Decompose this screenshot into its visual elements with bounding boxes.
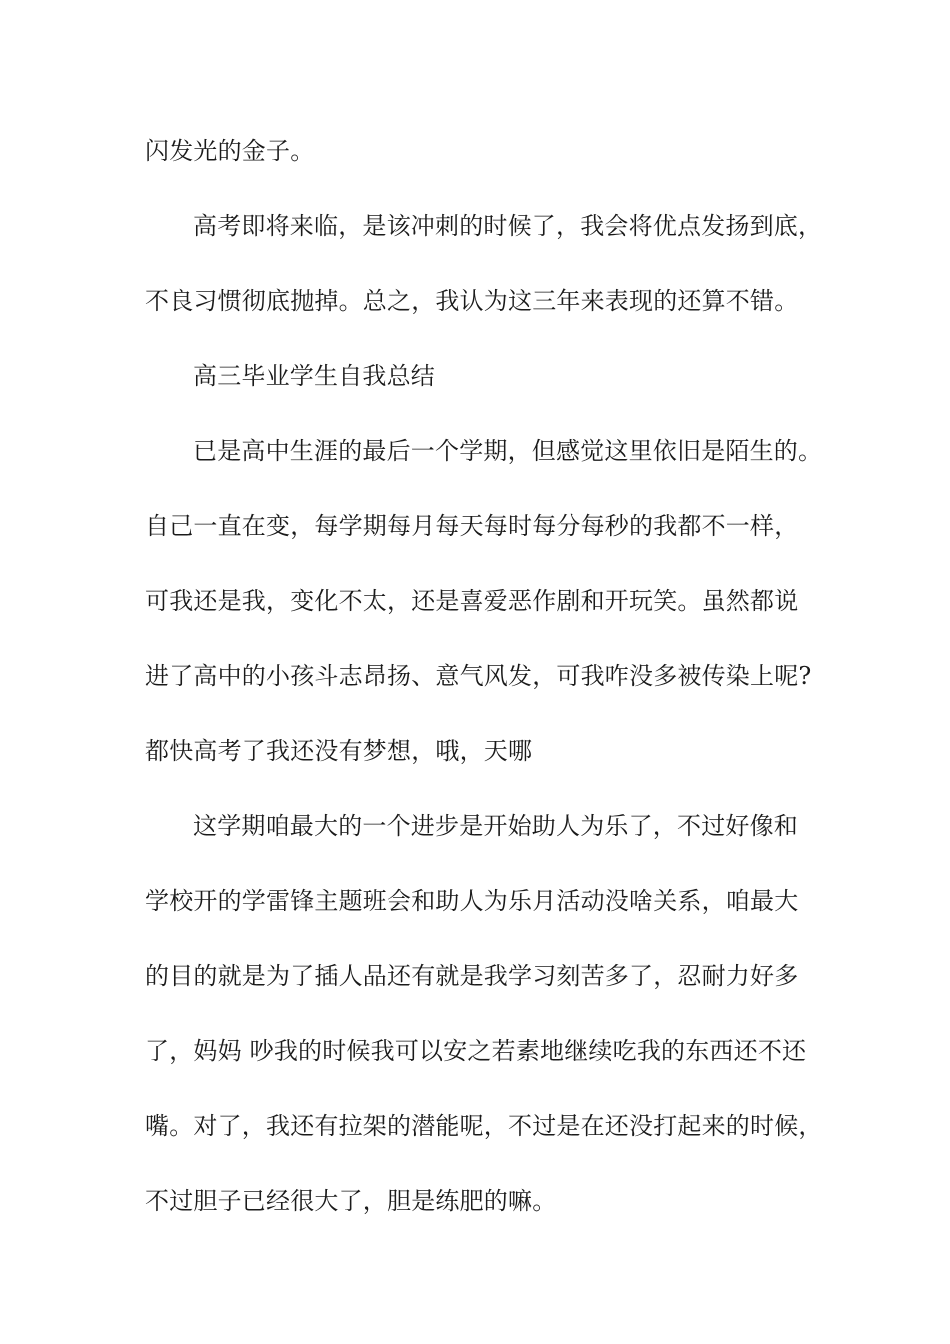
text-line: 进了高中的小孩斗志昂扬、意气风发，可我咋没多被传染上呢?: [145, 662, 812, 690]
text-line: 的目的就是为了插人品还有就是我学习刻苦多了，忍耐力好多: [145, 962, 799, 990]
text-line: 自己一直在变，每学期每月每天每时每分每秒的我都不一样，: [145, 512, 799, 540]
text-line: 这学期咱最大的一个进步是开始助人为乐了，不过好像和: [193, 812, 798, 840]
text-line: 了，妈妈 吵我的时候我可以安之若素地继续吃我的东西还不还: [145, 1037, 807, 1065]
text-line: 不良习惯彻底抛掉。总之，我认为这三年来表现的还算不错。: [145, 287, 799, 315]
text-line: 闪发光的金子。: [145, 137, 315, 165]
text-line: 都快高考了我还没有梦想，哦，天哪: [145, 737, 533, 765]
section-heading: 高三毕业学生自我总结: [193, 362, 435, 390]
text-line: 学校开的学雷锋主题班会和助人为乐月活动没啥关系，咱最大: [145, 887, 799, 915]
text-line: 已是高中生涯的最后一个学期，但感觉这里依旧是陌生的。: [193, 437, 823, 465]
text-line: 可我还是我，变化不太，还是喜爱恶作剧和开玩笑。虽然都说: [145, 587, 799, 615]
text-line: 不过胆子已经很大了，胆是练肥的嘛。: [145, 1187, 557, 1215]
text-line: 嘴。对了，我还有拉架的潜能呢，不过是在还没打起来的时候，: [145, 1112, 823, 1140]
text-line: 高考即将来临，是该冲刺的时候了，我会将优点发扬到底，: [193, 212, 823, 240]
